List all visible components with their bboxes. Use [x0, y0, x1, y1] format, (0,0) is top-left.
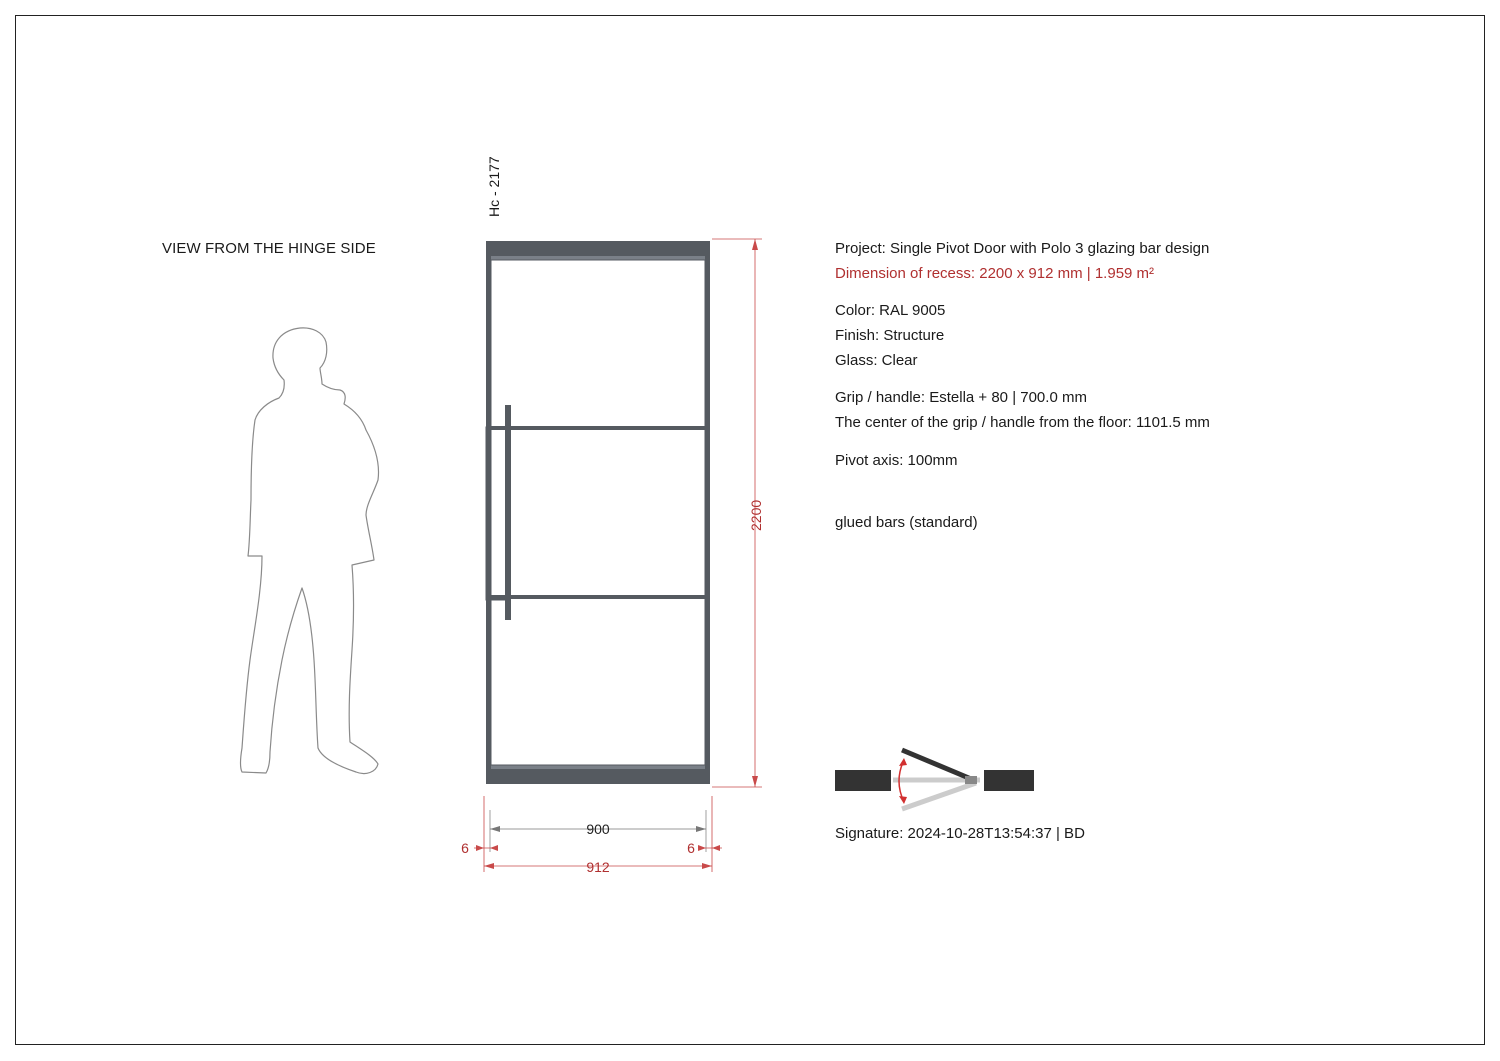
finish-spec: Finish: Structure	[835, 327, 945, 344]
left-gap-label: 6	[461, 840, 469, 856]
pivot-spec: Pivot axis: 100mm	[835, 452, 958, 469]
door-bottom-rail-upper	[486, 765, 710, 769]
height-dimension-label: 2200	[748, 499, 764, 531]
pivot-swing-diagram	[835, 750, 1034, 809]
glazing-bar-lower	[491, 595, 705, 599]
human-silhouette	[241, 328, 379, 774]
grip-spec: Grip / handle: Estella + 80 | 700.0 mm	[835, 389, 1087, 406]
grip-center-spec: The center of the grip / handle from the floor: 1101.5 mm	[835, 414, 1210, 431]
door-right-stile	[705, 256, 710, 769]
color-spec: Color: RAL 9005	[835, 302, 946, 319]
inner-width-label: 900	[586, 821, 610, 837]
bars-spec: glued bars (standard)	[835, 514, 978, 531]
door-top-rail-lower	[486, 256, 710, 260]
hc-label: Hc - 2177	[486, 156, 502, 217]
right-gap-label: 6	[687, 840, 695, 856]
wall-right	[984, 770, 1034, 791]
glazing-bar-upper	[491, 426, 705, 430]
recess-dimension: Dimension of recess: 2200 x 912 mm | 1.959 m²	[835, 265, 1155, 282]
door-bottom-rail	[486, 769, 710, 784]
outer-width-label: 912	[586, 859, 610, 875]
signature: Signature: 2024-10-28T13:54:37 | BD	[835, 825, 1085, 842]
door-top-rail	[486, 241, 710, 256]
wall-left	[835, 770, 891, 791]
glass-panel	[491, 260, 705, 765]
glass-spec: Glass: Clear	[835, 352, 918, 369]
door	[486, 241, 710, 784]
project-title: Project: Single Pivot Door with Polo 3 glazing bar design	[835, 240, 1210, 257]
view-title: VIEW FROM THE HINGE SIDE	[162, 240, 376, 257]
